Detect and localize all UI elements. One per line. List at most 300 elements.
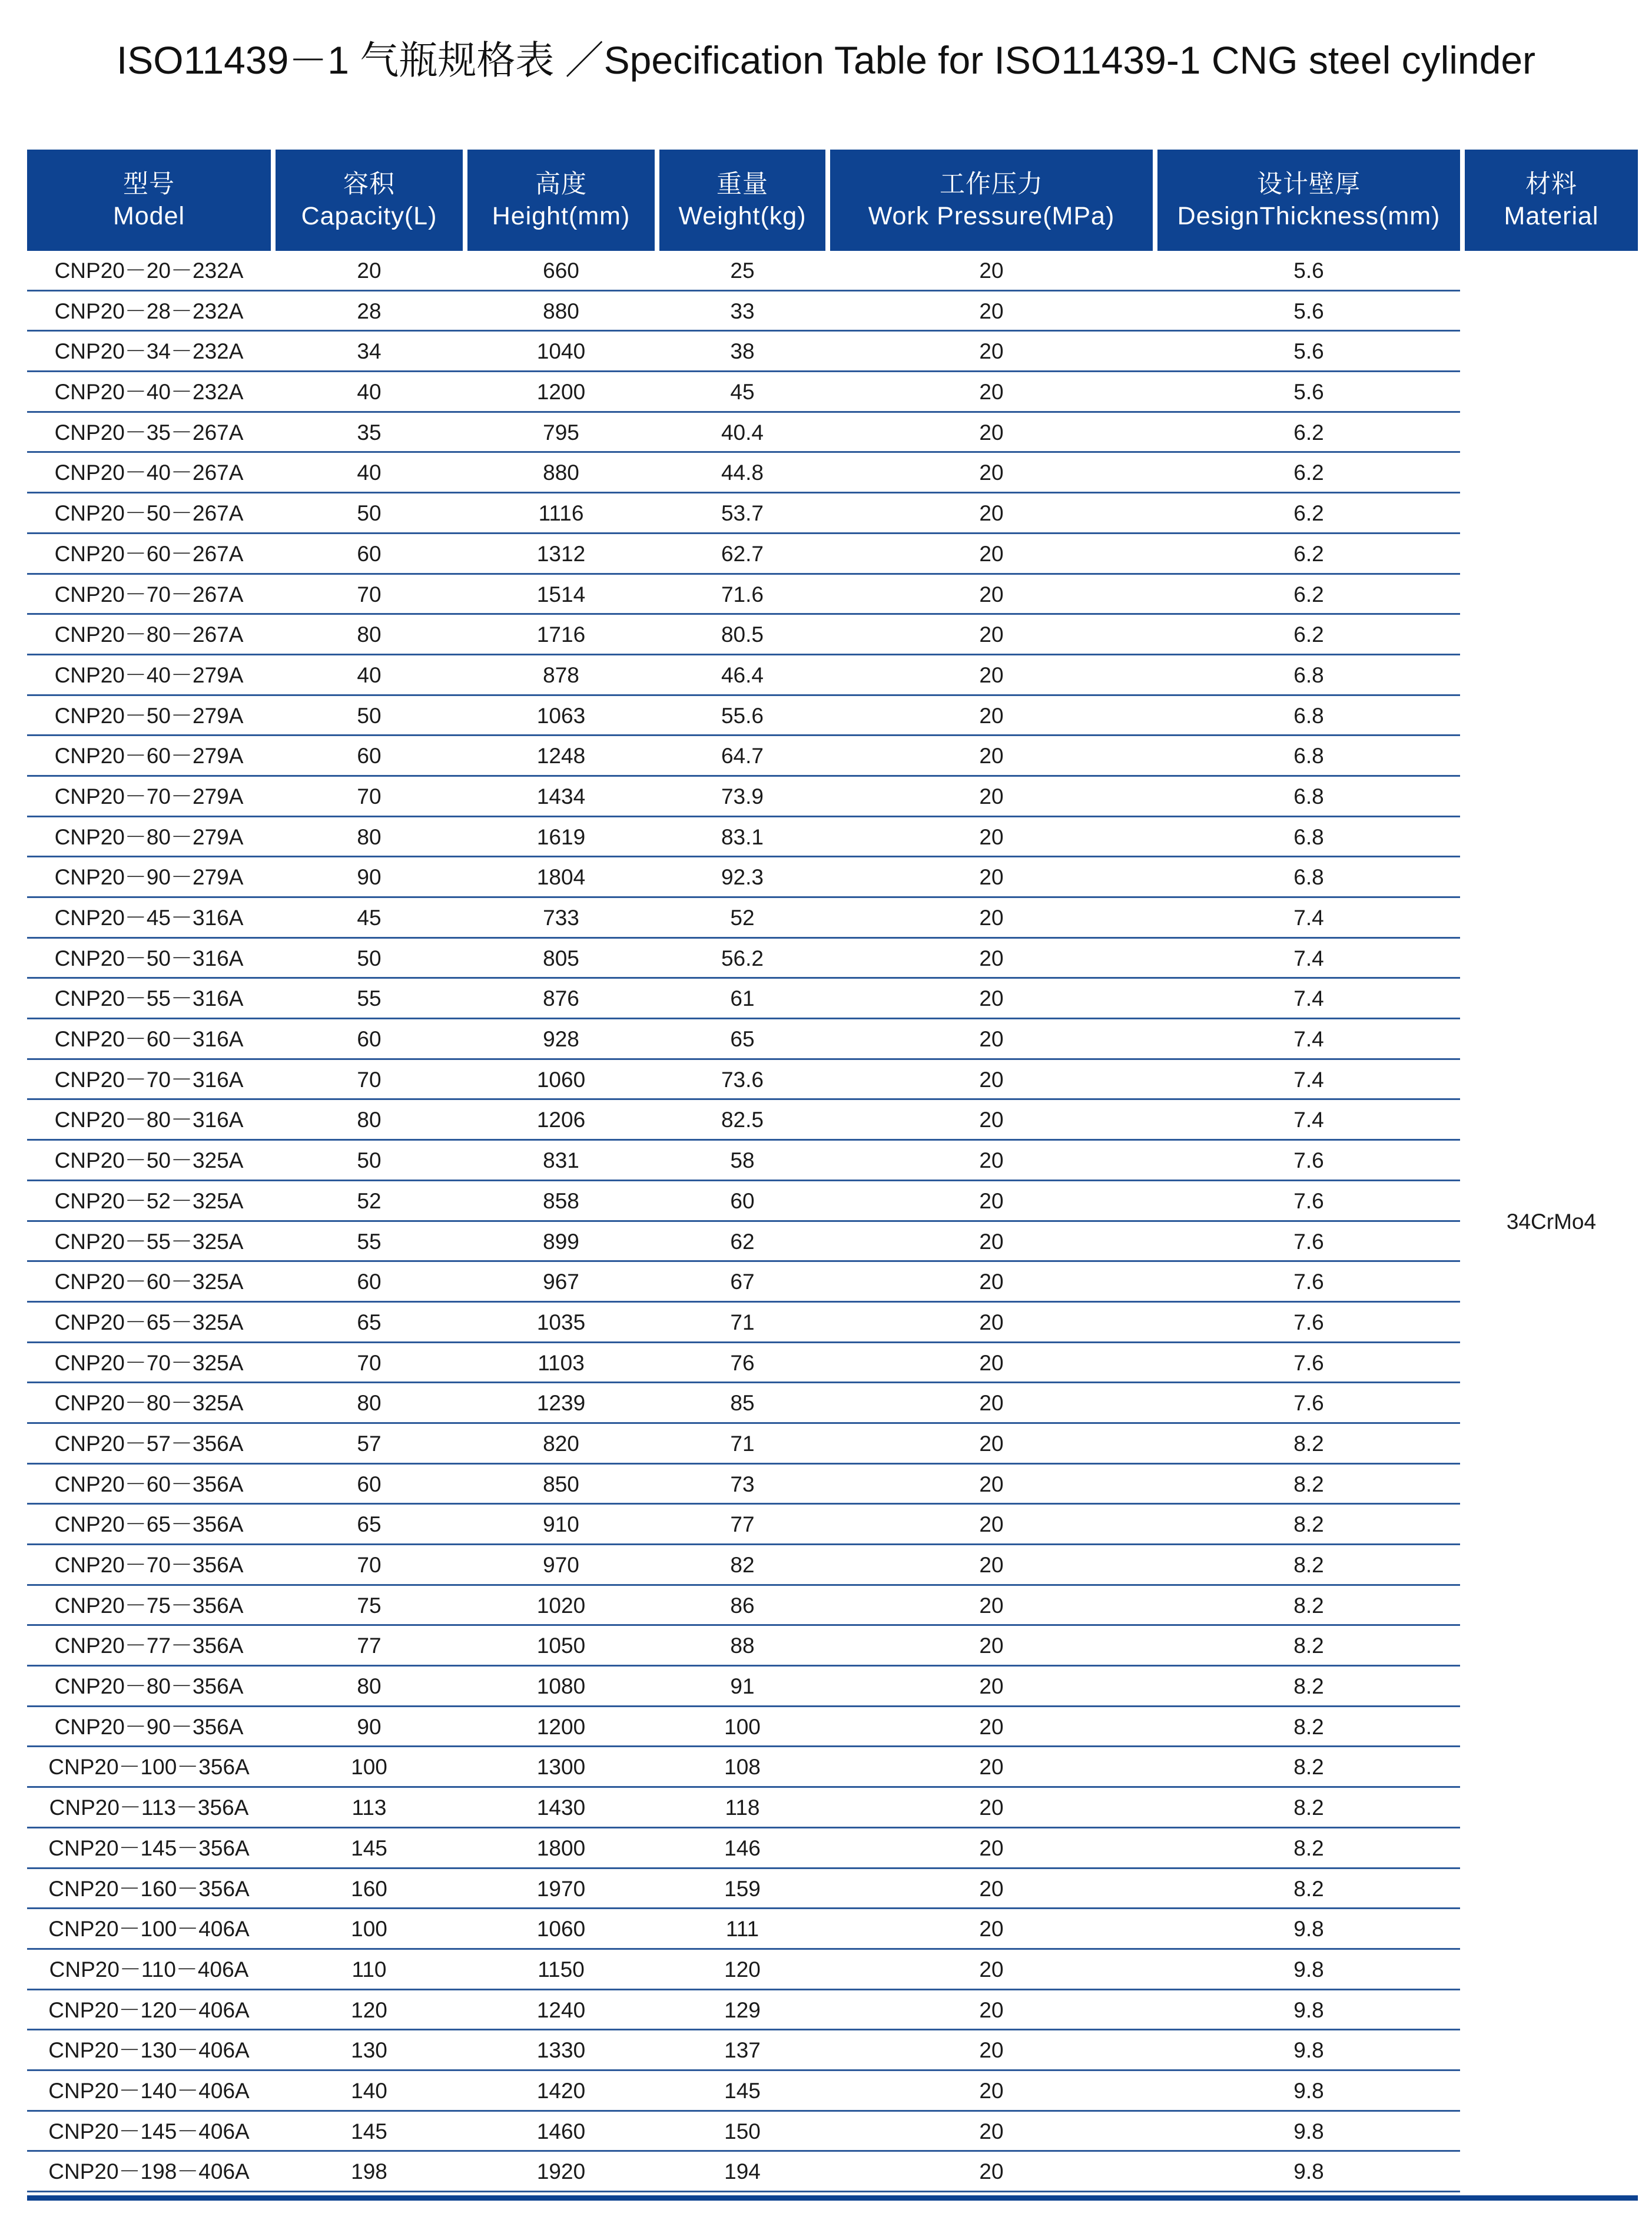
cell-weight: 145 — [724, 2078, 761, 2103]
cell-capacity: 50 — [357, 703, 382, 728]
cell-design-thickness: 7.6 — [1293, 1310, 1324, 1334]
table-row — [27, 655, 1638, 696]
cell-weight: 65 — [730, 1027, 755, 1052]
cell-weight: 73.6 — [721, 1067, 764, 1092]
cell-capacity: 35 — [357, 420, 382, 445]
cell-height: 1050 — [536, 1634, 586, 1658]
cell-model: CNP20－145－356A — [48, 1836, 250, 1860]
cell-height: 880 — [543, 299, 579, 323]
cell-height: 1200 — [536, 1714, 586, 1739]
table-row — [27, 979, 1638, 1019]
cell-capacity: 20 — [357, 259, 382, 283]
cell-capacity: 70 — [357, 1350, 382, 1375]
cell-model: CNP20－70－356A — [54, 1553, 244, 1577]
header-weight-zh: 重量 — [716, 170, 768, 198]
cell-capacity: 90 — [357, 865, 382, 890]
cell-capacity: 110 — [351, 1957, 387, 1982]
cell-height: 831 — [543, 1148, 579, 1173]
table-row — [27, 291, 1638, 332]
cell-work-pressure: 20 — [979, 1836, 1004, 1860]
cell-capacity: 50 — [357, 946, 382, 970]
cell-weight: 88 — [730, 1634, 755, 1658]
cell-work-pressure: 20 — [979, 1188, 1004, 1213]
cell-capacity: 50 — [357, 1148, 382, 1173]
cell-capacity: 55 — [357, 1229, 382, 1254]
cell-weight: 38 — [730, 339, 755, 364]
cell-design-thickness: 6.8 — [1293, 784, 1324, 809]
cell-work-pressure: 20 — [979, 1553, 1004, 1577]
cell-design-thickness: 8.2 — [1293, 1512, 1324, 1537]
header-design-thickness-en: DesignThickness(mm) — [1177, 202, 1441, 230]
cell-work-pressure: 20 — [979, 501, 1004, 526]
table-row — [27, 1303, 1638, 1343]
cell-model: CNP20－140－406A — [48, 2078, 250, 2103]
cell-model: CNP20－60－325A — [54, 1270, 244, 1294]
cell-work-pressure: 20 — [979, 2119, 1004, 2144]
table-row — [27, 1424, 1638, 1465]
cell-work-pressure: 20 — [979, 339, 1004, 364]
cell-height: 1063 — [536, 703, 586, 728]
cell-height: 1460 — [536, 2119, 586, 2144]
cell-model: CNP20－80－279A — [54, 824, 244, 849]
cell-capacity: 160 — [351, 1876, 387, 1901]
table-row — [27, 1788, 1638, 1828]
cell-design-thickness: 5.6 — [1293, 339, 1324, 364]
cell-height: 880 — [543, 461, 579, 485]
cell-work-pressure: 20 — [979, 259, 1004, 283]
table-row — [27, 1909, 1638, 1950]
cell-weight: 73.9 — [721, 784, 764, 809]
cell-weight: 40.4 — [721, 420, 764, 445]
table-row — [27, 1586, 1638, 1626]
specification-table — [27, 150, 1638, 2193]
cell-height: 928 — [543, 1027, 579, 1052]
material-cell: 34CrMo4 — [1506, 1209, 1597, 1234]
cell-model: CNP20－70－316A — [54, 1067, 244, 1092]
cell-capacity: 145 — [351, 2119, 387, 2144]
header-work-pressure-en: Work Pressure(MPa) — [868, 202, 1115, 230]
cell-design-thickness: 9.8 — [1293, 2078, 1324, 2103]
cell-capacity: 140 — [351, 2078, 387, 2103]
cell-design-thickness: 8.2 — [1293, 1795, 1324, 1820]
cell-weight: 56.2 — [721, 946, 764, 970]
cell-design-thickness: 7.6 — [1293, 1270, 1324, 1294]
cell-weight: 150 — [724, 2119, 761, 2144]
cell-weight: 86 — [730, 1593, 755, 1618]
table-row — [27, 413, 1638, 453]
table-row — [27, 2152, 1638, 2192]
cell-model: CNP20－55－316A — [54, 986, 244, 1011]
cell-design-thickness: 8.2 — [1293, 1674, 1324, 1699]
table-header — [27, 150, 1638, 251]
table-row — [27, 1990, 1638, 2031]
cell-model: CNP20－80－356A — [54, 1674, 244, 1699]
header-weight — [659, 150, 825, 251]
header-material — [1465, 150, 1638, 251]
header-height — [467, 150, 655, 251]
cell-weight: 85 — [730, 1391, 755, 1416]
table-bottom-rule — [27, 2195, 1638, 2201]
cell-height: 1116 — [538, 501, 584, 526]
cell-design-thickness: 6.8 — [1293, 703, 1324, 728]
cell-capacity: 60 — [357, 744, 382, 768]
cell-work-pressure: 20 — [979, 1674, 1004, 1699]
cell-work-pressure: 20 — [979, 2078, 1004, 2103]
cell-model: CNP20－52－325A — [54, 1188, 244, 1213]
cell-height: 1420 — [536, 2078, 586, 2103]
table-row — [27, 1060, 1638, 1101]
cell-design-thickness: 8.2 — [1293, 1755, 1324, 1780]
table-row — [27, 1100, 1638, 1141]
table-row — [27, 372, 1638, 413]
cell-capacity: 198 — [351, 2159, 387, 2184]
cell-design-thickness: 8.2 — [1293, 1431, 1324, 1456]
cell-design-thickness: 6.8 — [1293, 865, 1324, 890]
cell-model: CNP20－20－232A — [54, 259, 244, 283]
cell-model: CNP20－75－356A — [54, 1593, 244, 1618]
cell-model: CNP20－70－325A — [54, 1350, 244, 1375]
cell-work-pressure: 20 — [979, 1917, 1004, 1942]
cell-weight: 53.7 — [721, 501, 764, 526]
cell-capacity: 28 — [357, 299, 382, 323]
cell-height: 910 — [543, 1512, 579, 1537]
table-row — [27, 1141, 1638, 1181]
cell-weight: 159 — [724, 1876, 761, 1901]
cell-model: CNP20－90－356A — [54, 1714, 244, 1739]
cell-design-thickness: 7.4 — [1293, 906, 1324, 930]
cell-model: CNP20－80－316A — [54, 1108, 244, 1132]
cell-height: 1920 — [536, 2159, 586, 2184]
table-row — [27, 1667, 1638, 1707]
cell-design-thickness: 7.4 — [1293, 946, 1324, 970]
cell-model: CNP20－50－279A — [54, 703, 244, 728]
cell-height: 733 — [543, 906, 579, 930]
cell-height: 1239 — [536, 1391, 586, 1416]
cell-design-thickness: 9.8 — [1293, 1917, 1324, 1942]
cell-model: CNP20－70－279A — [54, 784, 244, 809]
cell-design-thickness: 7.6 — [1293, 1188, 1324, 1213]
cell-weight: 146 — [724, 1836, 761, 1860]
cell-capacity: 65 — [357, 1310, 382, 1334]
header-weight-en: Weight(kg) — [678, 202, 807, 230]
cell-design-thickness: 8.2 — [1293, 1593, 1324, 1618]
cell-model: CNP20－57－356A — [54, 1431, 244, 1456]
cell-capacity: 80 — [357, 1674, 382, 1699]
cell-height: 1434 — [536, 784, 586, 809]
cell-model: CNP20－55－325A — [54, 1229, 244, 1254]
cell-weight: 108 — [724, 1755, 761, 1780]
cell-capacity: 60 — [357, 1027, 382, 1052]
cell-capacity: 60 — [357, 541, 382, 566]
cell-capacity: 80 — [357, 622, 382, 647]
table-body — [27, 251, 1638, 2193]
table-row — [27, 575, 1638, 615]
cell-design-thickness: 8.2 — [1293, 1634, 1324, 1658]
cell-weight: 52 — [730, 906, 755, 930]
cell-height: 967 — [543, 1270, 579, 1294]
cell-height: 858 — [543, 1188, 579, 1213]
header-work-pressure-zh: 工作压力 — [940, 170, 1043, 198]
cell-design-thickness: 6.8 — [1293, 744, 1324, 768]
cell-weight: 73 — [730, 1472, 755, 1496]
header-model-en: Model — [112, 202, 185, 230]
cell-work-pressure: 20 — [979, 1957, 1004, 1982]
cell-model: CNP20－35－267A — [54, 420, 244, 445]
table-row — [27, 1019, 1638, 1060]
cell-model: CNP20－130－406A — [48, 2038, 250, 2063]
cell-height: 876 — [543, 986, 579, 1011]
cell-capacity: 60 — [357, 1270, 382, 1294]
header-work-pressure — [830, 150, 1153, 251]
cell-height: 1330 — [536, 2038, 586, 2063]
cell-height: 1514 — [536, 582, 586, 607]
cell-model: CNP20－60－267A — [54, 541, 244, 566]
cell-model: CNP20－28－232A — [54, 299, 244, 323]
cell-capacity: 120 — [351, 1997, 387, 2022]
cell-height: 1060 — [536, 1067, 586, 1092]
cell-height: 660 — [543, 259, 579, 283]
cell-height: 1312 — [536, 541, 586, 566]
cell-work-pressure: 20 — [979, 2038, 1004, 2063]
cell-weight: 120 — [724, 1957, 761, 1982]
cell-weight: 82 — [730, 1553, 755, 1577]
table-row — [27, 615, 1638, 655]
cell-weight: 76 — [730, 1350, 755, 1375]
cell-work-pressure: 20 — [979, 461, 1004, 485]
cell-height: 1300 — [536, 1755, 586, 1780]
cell-weight: 61 — [730, 986, 755, 1011]
cell-weight: 111 — [725, 1917, 759, 1942]
cell-capacity: 52 — [357, 1188, 382, 1213]
cell-design-thickness: 9.8 — [1293, 1997, 1324, 2022]
cell-design-thickness: 6.2 — [1293, 582, 1324, 607]
cell-design-thickness: 7.4 — [1293, 1108, 1324, 1132]
cell-design-thickness: 8.2 — [1293, 1836, 1324, 1860]
cell-model: CNP20－100－406A — [48, 1917, 250, 1942]
table-row — [27, 1869, 1638, 1910]
table-row — [27, 1747, 1638, 1788]
cell-design-thickness: 6.2 — [1293, 461, 1324, 485]
cell-height: 1103 — [538, 1350, 585, 1375]
cell-design-thickness: 8.2 — [1293, 1472, 1324, 1496]
cell-design-thickness: 6.8 — [1293, 824, 1324, 849]
table-row — [27, 736, 1638, 777]
cell-design-thickness: 9.8 — [1293, 1957, 1324, 1982]
table-row — [27, 1262, 1638, 1303]
cell-height: 795 — [543, 420, 579, 445]
cell-design-thickness: 8.2 — [1293, 1876, 1324, 1901]
cell-weight: 92.3 — [721, 865, 764, 890]
cell-model: CNP20－60－279A — [54, 744, 244, 768]
table-row — [27, 2071, 1638, 2112]
cell-capacity: 70 — [357, 1553, 382, 1577]
cell-work-pressure: 20 — [979, 784, 1004, 809]
cell-model: CNP20－120－406A — [48, 1997, 250, 2022]
cell-height: 1619 — [536, 824, 586, 849]
header-capacity-zh: 容积 — [343, 170, 395, 198]
cell-work-pressure: 20 — [979, 865, 1004, 890]
cell-work-pressure: 20 — [979, 946, 1004, 970]
cell-height: 1248 — [536, 744, 586, 768]
table-row — [27, 1383, 1638, 1424]
cell-weight: 129 — [724, 1997, 761, 2022]
cell-height: 1200 — [536, 380, 586, 405]
cell-capacity: 100 — [351, 1755, 387, 1780]
table-row — [27, 939, 1638, 979]
header-material-en: Material — [1504, 202, 1599, 230]
header-capacity-en: Capacity(L) — [301, 202, 437, 230]
cell-design-thickness: 9.8 — [1293, 2038, 1324, 2063]
cell-work-pressure: 20 — [979, 1148, 1004, 1173]
header-model-zh: 型号 — [123, 170, 175, 198]
cell-model: CNP20－50－325A — [54, 1148, 244, 1173]
cell-capacity: 40 — [357, 461, 382, 485]
cell-work-pressure: 20 — [979, 1876, 1004, 1901]
cell-work-pressure: 20 — [979, 906, 1004, 930]
cell-work-pressure: 20 — [979, 1229, 1004, 1254]
cell-design-thickness: 8.2 — [1293, 1714, 1324, 1739]
cell-work-pressure: 20 — [979, 2159, 1004, 2184]
cell-design-thickness: 6.2 — [1293, 541, 1324, 566]
header-material-zh: 材料 — [1525, 170, 1577, 198]
cell-height: 1060 — [536, 1917, 586, 1942]
cell-weight: 83.1 — [721, 824, 764, 849]
cell-design-thickness: 6.2 — [1293, 420, 1324, 445]
cell-height: 878 — [543, 662, 579, 687]
table-row — [27, 1465, 1638, 1505]
cell-work-pressure: 20 — [979, 1997, 1004, 2022]
cell-design-thickness: 9.8 — [1293, 2119, 1324, 2144]
cell-work-pressure: 20 — [979, 1391, 1004, 1416]
header-design-thickness-zh: 设计壁厚 — [1257, 170, 1361, 198]
cell-design-thickness: 6.2 — [1293, 622, 1324, 647]
cell-capacity: 70 — [357, 784, 382, 809]
cell-height: 1804 — [536, 865, 586, 890]
table-row — [27, 332, 1638, 372]
cell-work-pressure: 20 — [979, 582, 1004, 607]
cell-model: CNP20－160－356A — [48, 1876, 250, 1901]
cell-model: CNP20－113－356A — [49, 1795, 249, 1820]
cell-work-pressure: 20 — [979, 1027, 1004, 1052]
cell-work-pressure: 20 — [979, 420, 1004, 445]
cell-capacity: 90 — [357, 1714, 382, 1739]
table-row — [27, 251, 1638, 291]
cell-work-pressure: 20 — [979, 1270, 1004, 1294]
cell-work-pressure: 20 — [979, 1067, 1004, 1092]
cell-height: 1800 — [536, 1836, 586, 1860]
cell-height: 820 — [543, 1431, 579, 1456]
cell-capacity: 60 — [357, 1472, 382, 1496]
cell-height: 1716 — [536, 622, 586, 647]
cell-work-pressure: 20 — [979, 1108, 1004, 1132]
table-row — [27, 777, 1638, 817]
cell-height: 1040 — [536, 339, 586, 364]
cell-work-pressure: 20 — [979, 986, 1004, 1011]
cell-work-pressure: 20 — [979, 1512, 1004, 1537]
cell-work-pressure: 20 — [979, 541, 1004, 566]
cell-capacity: 130 — [351, 2038, 387, 2063]
cell-height: 970 — [543, 1553, 579, 1577]
cell-model: CNP20－65－356A — [54, 1512, 244, 1537]
header-height-en: Height(mm) — [492, 202, 631, 230]
cell-design-thickness: 6.8 — [1293, 662, 1324, 687]
cell-model: CNP20－65－325A — [54, 1310, 244, 1334]
cell-design-thickness: 8.2 — [1293, 1553, 1324, 1577]
cell-capacity: 40 — [357, 380, 382, 405]
cell-work-pressure: 20 — [979, 703, 1004, 728]
table-row — [27, 1828, 1638, 1869]
table-row — [27, 1626, 1638, 1667]
cell-model: CNP20－70－267A — [54, 582, 244, 607]
cell-work-pressure: 20 — [979, 1714, 1004, 1739]
cell-model: CNP20－34－232A — [54, 339, 244, 364]
cell-capacity: 34 — [357, 339, 382, 364]
cell-model: CNP20－50－267A — [54, 501, 244, 526]
cell-weight: 33 — [730, 299, 755, 323]
cell-capacity: 80 — [357, 824, 382, 849]
cell-design-thickness: 7.6 — [1293, 1391, 1324, 1416]
table-row — [27, 1343, 1638, 1384]
cell-height: 850 — [543, 1472, 579, 1496]
cell-work-pressure: 20 — [979, 1634, 1004, 1658]
cell-work-pressure: 20 — [979, 662, 1004, 687]
cell-capacity: 45 — [357, 906, 382, 930]
cell-capacity: 57 — [357, 1431, 382, 1456]
cell-capacity: 55 — [357, 986, 382, 1011]
cell-height: 1150 — [538, 1957, 585, 1982]
cell-height: 1970 — [536, 1876, 586, 1901]
cell-capacity: 100 — [351, 1917, 387, 1942]
cell-work-pressure: 20 — [979, 622, 1004, 647]
cell-model: CNP20－45－316A — [54, 906, 244, 930]
cell-design-thickness: 9.8 — [1293, 2159, 1324, 2184]
cell-work-pressure: 20 — [979, 380, 1004, 405]
cell-work-pressure: 20 — [979, 1755, 1004, 1780]
cell-weight: 44.8 — [721, 461, 764, 485]
table-row — [27, 2112, 1638, 2152]
cell-capacity: 113 — [351, 1795, 387, 1820]
page-title: ISO11439－1 气瓶规格表 ／Specification Table for ISO11439-1 CNG steel cylinder — [116, 38, 1536, 82]
cell-weight: 82.5 — [721, 1108, 764, 1132]
cell-model: CNP20－77－356A — [54, 1634, 244, 1658]
cell-model: CNP20－90－279A — [54, 865, 244, 890]
table-row — [27, 1505, 1638, 1545]
cell-model: CNP20－50－316A — [54, 946, 244, 970]
cell-capacity: 70 — [357, 582, 382, 607]
cell-work-pressure: 20 — [979, 1310, 1004, 1334]
cell-height: 1240 — [536, 1997, 586, 2022]
cell-work-pressure: 20 — [979, 1431, 1004, 1456]
table-row — [27, 453, 1638, 493]
cell-model: CNP20－110－406A — [49, 1957, 249, 1982]
cell-capacity: 77 — [357, 1634, 382, 1658]
cell-weight: 71.6 — [721, 582, 764, 607]
cell-work-pressure: 20 — [979, 1472, 1004, 1496]
table-row — [27, 817, 1638, 858]
cell-weight: 60 — [730, 1188, 755, 1213]
cell-capacity: 50 — [357, 501, 382, 526]
cell-design-thickness: 7.6 — [1293, 1148, 1324, 1173]
table-row — [27, 1181, 1638, 1222]
cell-design-thickness: 5.6 — [1293, 259, 1324, 283]
cell-weight: 55.6 — [721, 703, 764, 728]
cell-model: CNP20－80－267A — [54, 622, 244, 647]
cell-weight: 46.4 — [721, 662, 764, 687]
table-row — [27, 1222, 1638, 1263]
header-design-thickness — [1157, 150, 1460, 251]
cell-capacity: 65 — [357, 1512, 382, 1537]
cell-model: CNP20－198－406A — [48, 2159, 250, 2184]
